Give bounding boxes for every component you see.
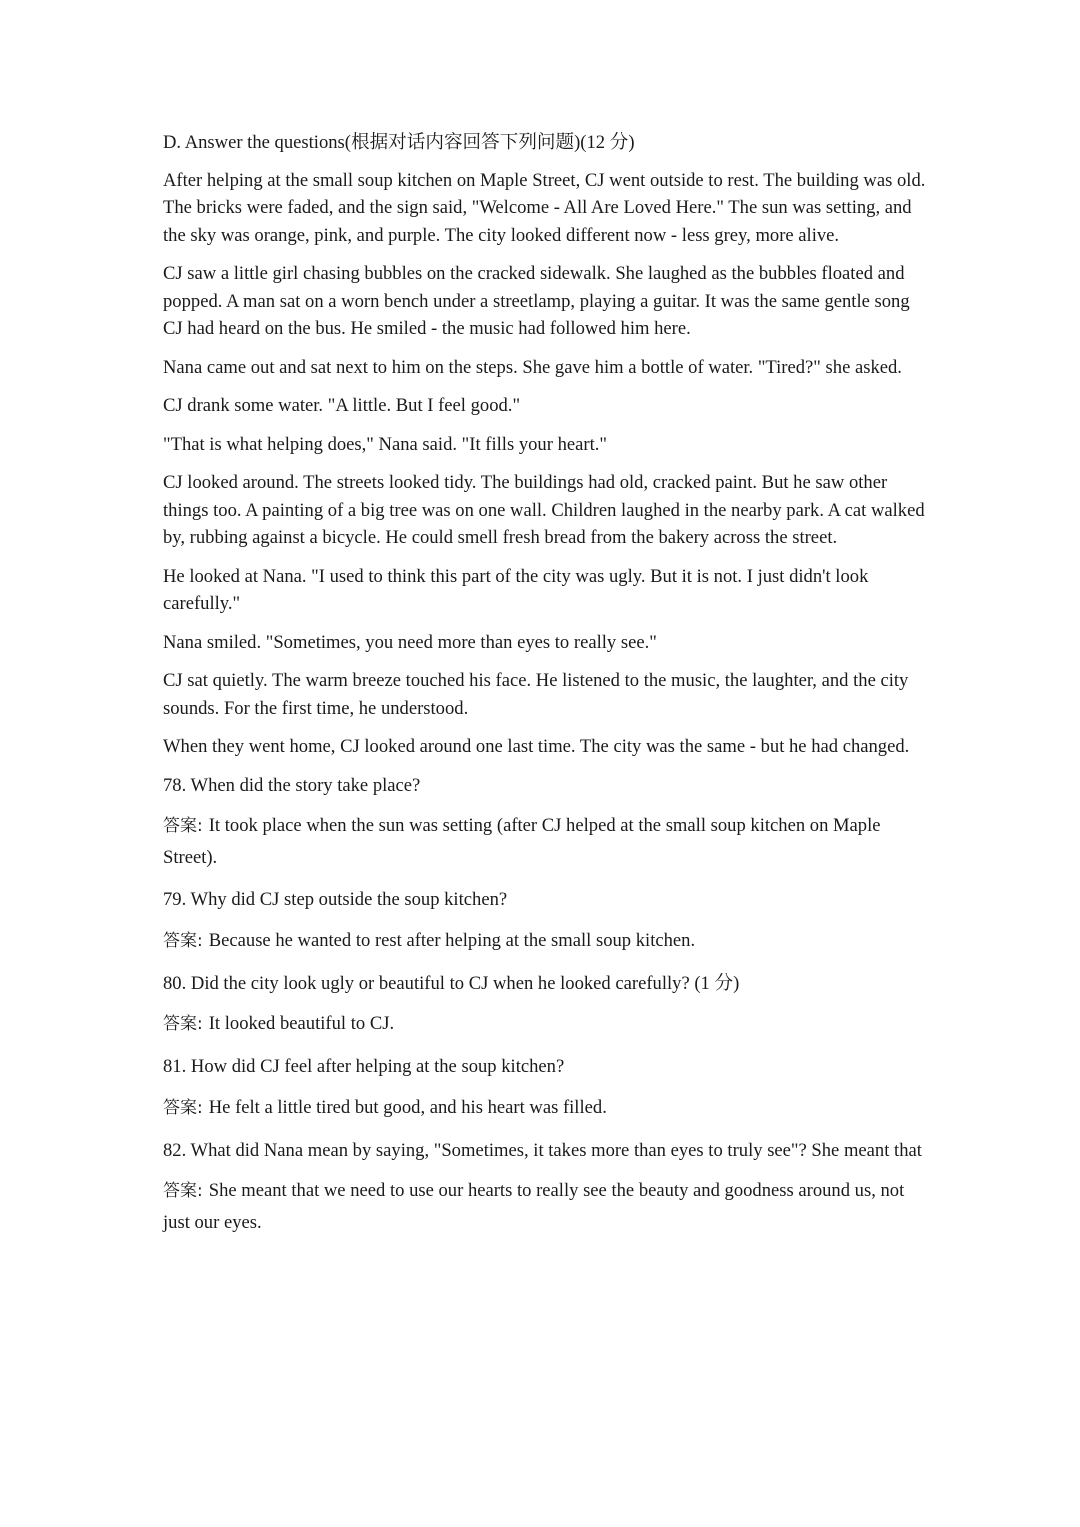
question-item [163, 970, 928, 1041]
question-item [163, 772, 928, 874]
answer-label: 答案: [163, 930, 203, 951]
answer-text [163, 925, 928, 957]
answer-content: He felt a little tired but good, and his heart was filled. [208, 1096, 607, 1118]
passage-paragraph: He looked at Nana. "I used to think this part of the city was ugly. But it is not. I just didn't look carefully." [163, 565, 869, 614]
answer-label: 答案: [163, 1097, 203, 1118]
question-text: 80. Did the city look ugly or beautiful to CJ when he looked carefully? (1 分) [163, 972, 740, 994]
section-heading: D. Answer the questions(根据对话内容回答下列问题)(12 分) [163, 132, 635, 153]
question-text: 78. When did the story take place? [163, 774, 421, 796]
passage-paragraph: After helping at the small soup kitchen on Maple Street, CJ went outside to rest. The building was old. The bricks were faded, and the sign said, "Welcome - All Are Loved Here." The sun was setting, and the sky was orange, pink, and purple. The city looked different now - less grey, more alive. [163, 169, 926, 246]
passage-paragraph: When they went home, CJ looked around one last time. The city was the same - but he had changed. [163, 736, 910, 757]
passage-paragraph: CJ saw a little girl chasing bubbles on the cracked sidewalk. She laughed as the bubbles floated and popped. A man sat on a worn bench under a streetlamp, playing a guitar. It was the same gentle song CJ had heard on the bus. He smiled - the music had followed him here. [163, 263, 910, 339]
question-text: 81. How did CJ feel after helping at the soup kitchen? [163, 1056, 565, 1077]
answer-label: 答案: [163, 816, 203, 836]
answer-content: Because he wanted to rest after helping at the small soup kitchen. [208, 929, 696, 951]
question-text: 82. What did Nana mean by saying, "Sometimes, it takes more than eyes to truly see"? She meant that [163, 1139, 922, 1161]
answer-label: 答案: [163, 1181, 203, 1201]
answer-text [163, 1092, 928, 1124]
answer-text [163, 1008, 928, 1040]
question-list [163, 772, 928, 1239]
passage-paragraph: "That is what helping does," Nana said. "It fills your heart." [163, 433, 607, 455]
passage-paragraph: Nana came out and sat next to him on the steps. She gave him a bottle of water. "Tired?" she asked. [163, 356, 902, 378]
answer-label: 答案: [163, 1014, 203, 1034]
story-passage [163, 167, 928, 761]
question-item [163, 1053, 928, 1124]
passage-paragraph: Nana smiled. "Sometimes, you need more than eyes to really see." [163, 631, 657, 653]
question-item [163, 1137, 928, 1239]
passage-paragraph: CJ drank some water. "A little. But I feel good." [163, 395, 521, 416]
passage-paragraph: CJ looked around. The streets looked tidy. The buildings had old, cracked paint. But he saw other things too. A painting of a big tree was on one wall. Children laughed in the nearby park. A cat walked by, rubbing against a bicycle. He could smell fresh bread from the bakery across the street. [163, 472, 925, 548]
passage-paragraph: CJ sat quietly. The warm breeze touched his face. He listened to the music, the laughter, and the city sounds. For the first time, he understood. [163, 670, 909, 719]
answer-content: It took place when the sun was setting (after CJ helped at the small soup kitchen on Maple Street). [163, 815, 881, 868]
answer-content: It looked beautiful to CJ. [208, 1013, 395, 1034]
answer-content: She meant that we need to use our hearts to really see the beauty and goodness around us, not just our eyes. [163, 1180, 905, 1233]
question-text: 79. Why did CJ step outside the soup kitchen? [163, 889, 508, 910]
document-page [163, 129, 928, 1251]
answer-text [163, 810, 928, 873]
question-item [163, 886, 928, 957]
answer-text [163, 1175, 928, 1238]
